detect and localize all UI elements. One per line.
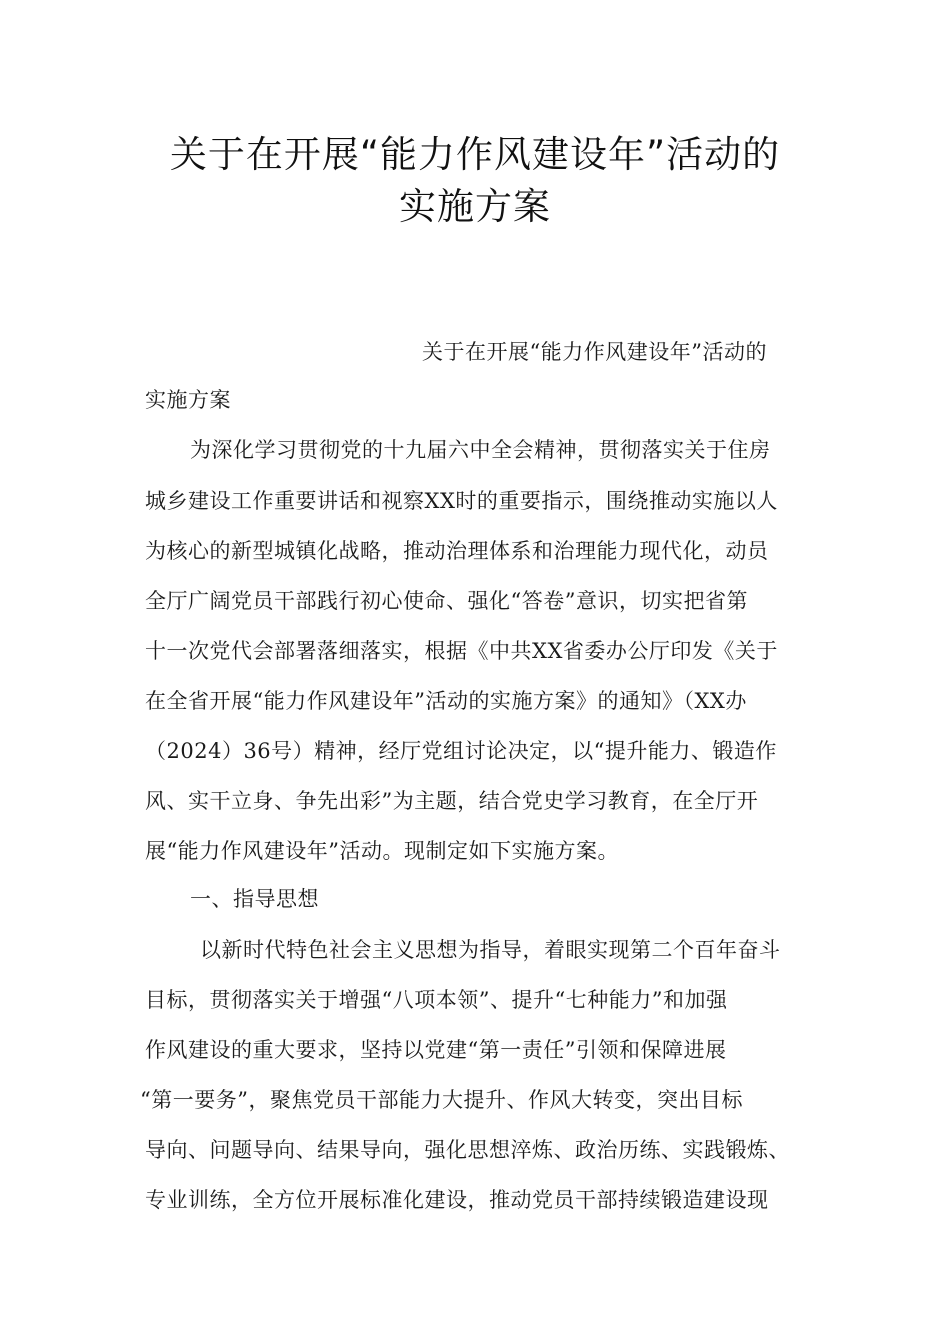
body-line: 目标，贯彻落实关于增强“八项本领”、提升“七种能力”和加强 — [145, 988, 728, 1012]
subtitle-line-2: 实施方案 — [145, 388, 231, 412]
body-line: 作风建设的重大要求，坚持以党建“第一责任”引领和保障进展 — [145, 1038, 727, 1062]
body-line: 导向、问题导向、结果导向，强化思想淬炼、政治历练、实践锻炼、 — [145, 1138, 790, 1162]
body-line: 专业训练，全方位开展标准化建设，推动党员干部持续锻造建设现 — [145, 1188, 769, 1212]
body-line: 在全省开展“能力作风建设年”活动的实施方案》的通知》（XX办 — [145, 689, 747, 713]
body-line: “第一要务”，聚焦党员干部能力大提升、作风大转变，突出目标 — [140, 1088, 743, 1112]
body-line: 风、实干立身、争先出彩”为主题，结合党史学习教育，在全厅开 — [145, 789, 759, 813]
body-line: 城乡建设工作重要讲话和视察XX时的重要指示，围绕推动实施以人 — [145, 489, 778, 513]
body-line: 为核心的新型城镇化战略，推动治理体系和治理能力现代化，动员 — [145, 539, 769, 563]
section-heading: 一、指导思想 — [190, 887, 319, 911]
body-line: 展“能力作风建设年”活动。现制定如下实施方案。 — [145, 839, 619, 863]
body-line: 以新时代特色社会主义思想为指导，着眼实现第二个百年奋斗 — [200, 938, 781, 962]
subtitle-line-1: 关于在开展“能力作风建设年”活动的 — [422, 340, 767, 364]
document-title-line-1: 关于在开展“能力作风建设年”活动的 — [169, 133, 781, 176]
document-title-line-2: 实施方案 — [399, 185, 551, 228]
body-line: （2024）36号）精神，经厅党组讨论决定，以“提升能力、锻造作 — [145, 739, 777, 763]
body-line: 全厅广阔党员干部践行初心使命、强化“答卷”意识，切实把省第 — [145, 589, 748, 613]
body-line: 十一次党代会部署落细落实，根据《中共XX省委办公厅印发《关于 — [145, 639, 778, 663]
body-line: 为深化学习贯彻党的十九届六中全会精神，贯彻落实关于住房 — [190, 438, 771, 462]
